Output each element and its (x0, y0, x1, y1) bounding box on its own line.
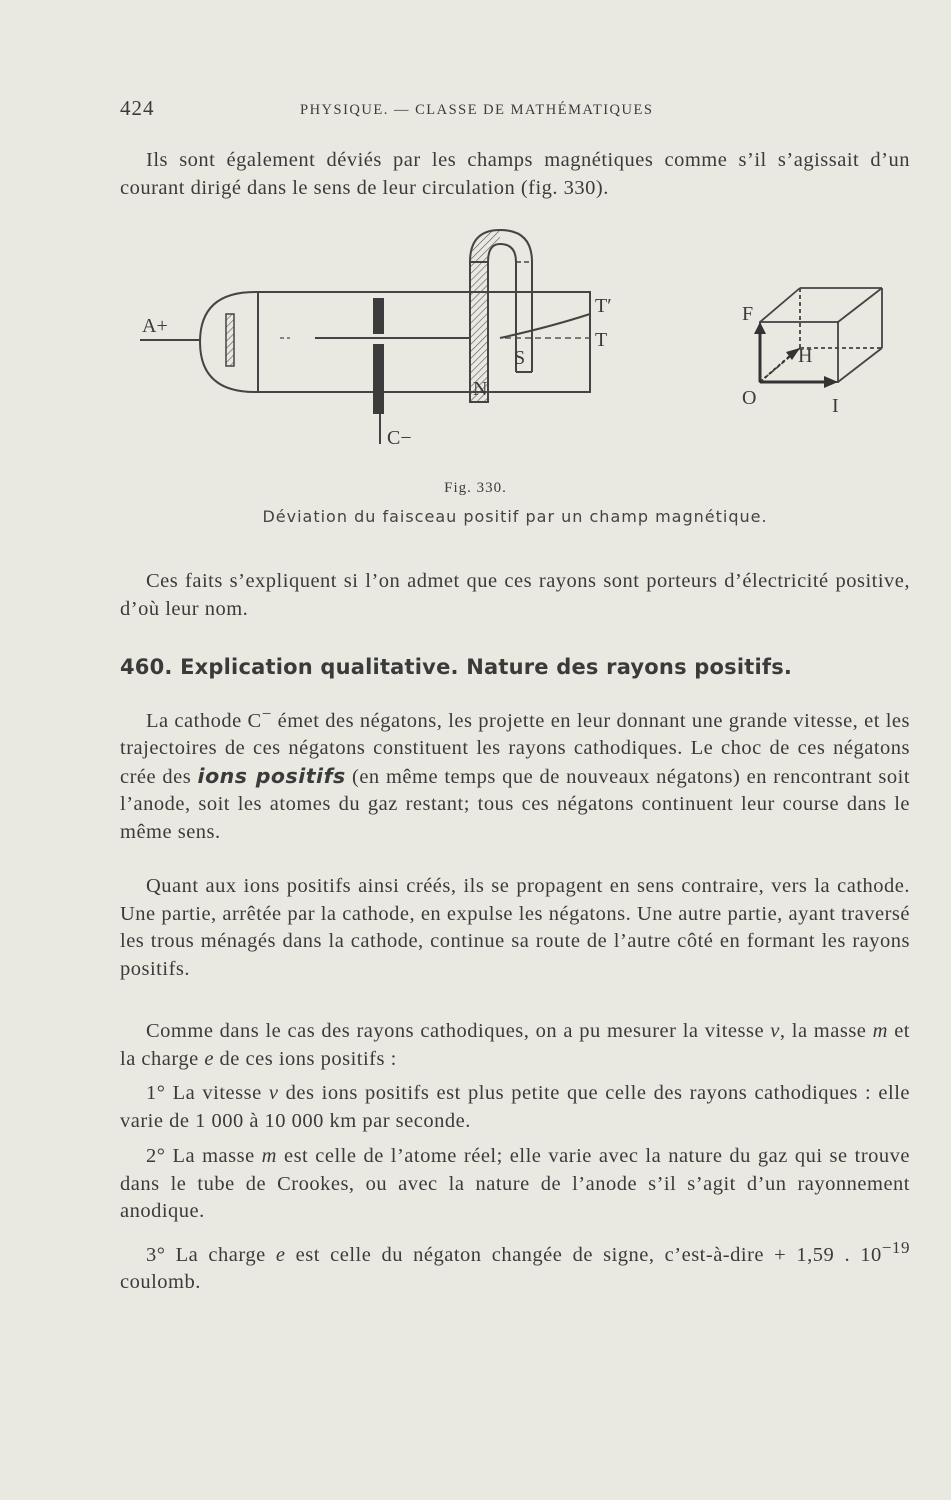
force-triad-diagram (760, 288, 882, 382)
running-head: PHYSIQUE. — CLASSE DE MATHÉMATIQUES (300, 102, 654, 118)
cathode-label: C− (387, 427, 412, 449)
figure-caption-text: Déviation du faisceau positif par un champ magnétique. (262, 507, 768, 526)
page-header (120, 96, 910, 126)
section-paragraph-4: 1° La vitesse v des ions positifs est plus petite que celle des rayons cathodiques : elle varie de 1 000 à 10 000 km par seconde. (120, 1082, 910, 1132)
anode-plate (226, 314, 234, 366)
cathode-plate-lower (373, 344, 384, 414)
section-paragraph-1: La cathode C− émet des négatons, les projette en leur donnant une grande vitesse, et les trajectoires de ces négatons constituent les rayons cathodiques. Le choc de ces négatons crée des ions positifs (en même temps que de nouveaux négatons) en rencontrant soit l’anode, soit les atomes du gaz restant; tous ces négatons continuent leur course dans le même sens. (120, 704, 911, 843)
cathode-plate-upper (373, 298, 384, 334)
paragraph-after-figure: Ces faits s’expliquent si l’on admet que ces rayons sont porteurs d’électricité positive, d’où leur nom. (120, 570, 910, 620)
triad-label-h: H (798, 345, 813, 367)
section-paragraph-6: 3° La charge e est celle du négaton changée de signe, c’est-à-dire + 1,59 . $10^{-19}$ coulomb. (120, 1238, 910, 1294)
section-paragraph-2: Quant aux ions positifs ainsi créés, ils se propagent en sens contraire, vers la cathode. Une partie, arrêtée par la cathode, en expulse les négatons. Une autre partie, ayant traversé les trous ménagés dans la cathode, continue sa route de l’autre côté en formant les rayons positifs. (120, 875, 910, 980)
figure-330 (140, 222, 910, 452)
figure-caption-label: Fig. 330. (444, 480, 507, 496)
current-arrowhead-i (824, 376, 838, 388)
section-paragraph-3: Comme dans le cas des rayons cathodiques, on a pu mesurer la vitesse v, la masse m et la charge e de ces ions positifs : (120, 1020, 910, 1070)
section-heading: 460. Explication qualitative. Nature des rayons positifs. (120, 655, 793, 679)
triad-label-f: F (742, 303, 754, 325)
force-arrowhead-f (754, 322, 766, 334)
label-t: T (595, 329, 608, 351)
anode-label: A+ (142, 315, 168, 337)
label-t-prime: T′ (595, 295, 612, 317)
intro-paragraph: Ils sont également déviés par les champs magnétiques comme s’il s’agissait d’un courant dirigé dans le sens de leur circulation (fig. 330). (120, 149, 910, 199)
section-paragraph-5: 2° La masse m est celle de l’atome réel; elle varie avec la nature du gaz qui se trouve dans le tube de Crookes, ou avec la nature de l’anode s’il s’agit d’un rayonnement anodique. (120, 1145, 911, 1222)
magnet-south-label: S (514, 347, 526, 369)
beam-deviated (500, 314, 590, 338)
horseshoe-magnet (470, 230, 532, 402)
page-number: 424 (120, 96, 155, 120)
triad-label-o: O (742, 387, 757, 409)
emphasis-ions-positifs: ions positifs (197, 763, 346, 788)
magnet-north-label: N (473, 378, 488, 400)
triad-label-i: I (832, 395, 839, 417)
